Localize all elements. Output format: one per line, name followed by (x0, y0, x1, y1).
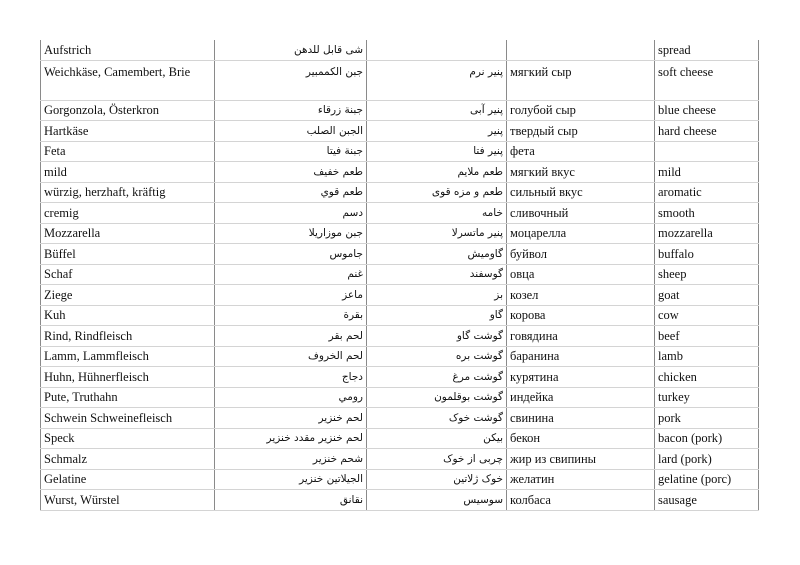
german-term: Feta (41, 141, 215, 162)
table-row (41, 387, 759, 408)
persian-term: بز (367, 285, 507, 306)
table-row (41, 121, 759, 142)
english-term (655, 141, 759, 162)
german-term: Schmalz (41, 449, 215, 470)
vocabulary-table (40, 40, 759, 511)
arabic-term: طعم قوي (215, 182, 367, 203)
russian-term: фета (507, 141, 655, 162)
russian-term: сливочный (507, 203, 655, 224)
table-row (41, 162, 759, 183)
table-row (41, 223, 759, 244)
german-term: würzig, herzhaft, kräftig (41, 182, 215, 203)
table-row (41, 469, 759, 490)
german-term: cremig (41, 203, 215, 224)
table-row (41, 346, 759, 367)
english-term: blue cheese (655, 100, 759, 121)
english-term: mild (655, 162, 759, 183)
german-term: Pute, Truthahn (41, 387, 215, 408)
table-row (41, 60, 759, 100)
english-term: bacon (pork) (655, 428, 759, 449)
table-row (41, 264, 759, 285)
russian-term: колбаса (507, 490, 655, 511)
arabic-term: الجبن الصلب (215, 121, 367, 142)
russian-term: сильный вкус (507, 182, 655, 203)
german-term: Schaf (41, 264, 215, 285)
russian-term: буйвол (507, 244, 655, 265)
persian-term: بیکن (367, 428, 507, 449)
russian-term: козел (507, 285, 655, 306)
russian-term: жир из свипины (507, 449, 655, 470)
persian-term: چربی از خوک (367, 449, 507, 470)
english-term: mozzarella (655, 223, 759, 244)
arabic-term: دسم (215, 203, 367, 224)
russian-term (507, 40, 655, 60)
persian-term: گوسفند (367, 264, 507, 285)
arabic-term: لحم الخروف (215, 346, 367, 367)
russian-term: мягкий вкус (507, 162, 655, 183)
table-row (41, 285, 759, 306)
arabic-term: جاموس (215, 244, 367, 265)
german-term: Aufstrich (41, 40, 215, 60)
persian-term: خامه (367, 203, 507, 224)
table-row (41, 490, 759, 511)
table-row (41, 408, 759, 429)
german-term: Kuh (41, 305, 215, 326)
arabic-term: نقانق (215, 490, 367, 511)
german-term: Speck (41, 428, 215, 449)
table-row (41, 100, 759, 121)
russian-term: свинина (507, 408, 655, 429)
table-row (41, 428, 759, 449)
german-term: Lamm, Lammfleisch (41, 346, 215, 367)
vocabulary-table-body (41, 40, 759, 510)
english-term: hard cheese (655, 121, 759, 142)
table-row (41, 326, 759, 347)
russian-term: моцарелла (507, 223, 655, 244)
persian-term: پنیر نرم (367, 60, 507, 100)
arabic-term: الجيلاتين خنزير (215, 469, 367, 490)
arabic-term: بقرة (215, 305, 367, 326)
russian-term: говядина (507, 326, 655, 347)
persian-term: پنیر آبی (367, 100, 507, 121)
russian-term: бекон (507, 428, 655, 449)
arabic-term: لحم خنزير (215, 408, 367, 429)
russian-term: курятина (507, 367, 655, 388)
table-row (41, 244, 759, 265)
table-row (41, 40, 759, 60)
german-term: Huhn, Hühnerfleisch (41, 367, 215, 388)
persian-term: پنیر فتا (367, 141, 507, 162)
persian-term (367, 40, 507, 60)
table-row (41, 203, 759, 224)
table-row (41, 305, 759, 326)
table-row (41, 141, 759, 162)
persian-term: خوک ژلاتین (367, 469, 507, 490)
german-term: Ziege (41, 285, 215, 306)
persian-term: گوشت گاو (367, 326, 507, 347)
german-term: Rind, Rindfleisch (41, 326, 215, 347)
arabic-term: رومي (215, 387, 367, 408)
persian-term: گوشت بوقلمون (367, 387, 507, 408)
persian-term: گوشت بره (367, 346, 507, 367)
arabic-term: جبنة فيتا (215, 141, 367, 162)
english-term: lard (pork) (655, 449, 759, 470)
persian-term: پنیر ماتسرلا (367, 223, 507, 244)
german-term: Büffel (41, 244, 215, 265)
arabic-term: جبن الكممبير (215, 60, 367, 100)
russian-term: овца (507, 264, 655, 285)
arabic-term: طعم خفيف (215, 162, 367, 183)
english-term: spread (655, 40, 759, 60)
table-row (41, 449, 759, 470)
russian-term: голубой сыр (507, 100, 655, 121)
english-term: cow (655, 305, 759, 326)
english-term: soft cheese (655, 60, 759, 100)
english-term: gelatine (porc) (655, 469, 759, 490)
persian-term: سوسیس (367, 490, 507, 511)
russian-term: желатин (507, 469, 655, 490)
german-term: Wurst, Würstel (41, 490, 215, 511)
english-term: buffalo (655, 244, 759, 265)
table-row (41, 367, 759, 388)
german-term: Mozzarella (41, 223, 215, 244)
persian-term: گاومیش (367, 244, 507, 265)
english-term: pork (655, 408, 759, 429)
english-term: smooth (655, 203, 759, 224)
german-term: Gorgonzola, Österkron (41, 100, 215, 121)
arabic-term: شحم خنزير (215, 449, 367, 470)
english-term: aromatic (655, 182, 759, 203)
persian-term: طعم و مزه قوی (367, 182, 507, 203)
arabic-term: جبنة زرقاء (215, 100, 367, 121)
persian-term: گوشت خوک (367, 408, 507, 429)
english-term: goat (655, 285, 759, 306)
english-term: chicken (655, 367, 759, 388)
russian-term: баранина (507, 346, 655, 367)
arabic-term: دجاج (215, 367, 367, 388)
german-term: mild (41, 162, 215, 183)
persian-term: پنیر (367, 121, 507, 142)
english-term: sheep (655, 264, 759, 285)
russian-term: корова (507, 305, 655, 326)
arabic-term: جبن موزاريلا (215, 223, 367, 244)
german-term: Weichkäse, Camembert, Brie (41, 60, 215, 100)
russian-term: мягкий сыр (507, 60, 655, 100)
english-term: lamb (655, 346, 759, 367)
arabic-term: غنم (215, 264, 367, 285)
arabic-term: لحم بقر (215, 326, 367, 347)
german-term: Schwein Schweinefleisch (41, 408, 215, 429)
persian-term: گاو (367, 305, 507, 326)
arabic-term: لحم خنزير مقدد خنزير (215, 428, 367, 449)
arabic-term: شى قابل للدهن (215, 40, 367, 60)
table-row (41, 182, 759, 203)
german-term: Hartkäse (41, 121, 215, 142)
persian-term: گوشت مرغ (367, 367, 507, 388)
english-term: turkey (655, 387, 759, 408)
russian-term: твердый сыр (507, 121, 655, 142)
english-term: sausage (655, 490, 759, 511)
english-term: beef (655, 326, 759, 347)
persian-term: طعم ملایم (367, 162, 507, 183)
german-term: Gelatine (41, 469, 215, 490)
russian-term: индейка (507, 387, 655, 408)
arabic-term: ماعز (215, 285, 367, 306)
